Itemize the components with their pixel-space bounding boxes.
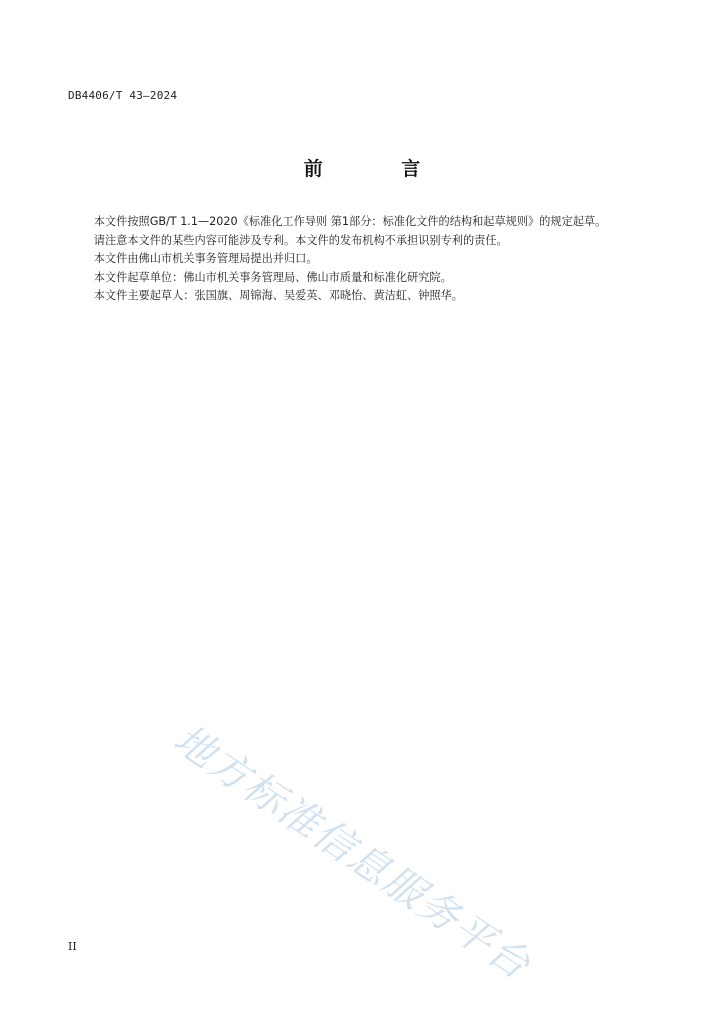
paragraph-drafters: 本文件主要起草人：张国旗、周锦海、吴爱英、邓晓怡、黄洁虹、钟照华。 (93, 289, 463, 303)
paragraph-patent-notice: 请注意本文件的某些内容可能涉及专利。本文件的发布机构不承担识别专利的责任。 (93, 233, 508, 247)
page-number: II (68, 940, 77, 953)
foreword-body (68, 213, 650, 306)
section-title: 前 言 (303, 158, 457, 180)
paragraph-drafting-rules: 本文件按照GB/T 1.1—2020《标准化工作导则 第1部分：标准化文件的结构和起草规则》的规定起草。 (93, 215, 607, 228)
paragraph-drafting-units: 本文件起草单位：佛山市机关事务管理局、佛山市质量和标准化研究院。 (93, 270, 452, 284)
watermark: 地方标准信息服务平台 (165, 716, 540, 990)
paragraph-proposer: 本文件由佛山市机关事务管理局提出并归口。 (93, 252, 318, 266)
document-code: DB4406/T 43—2024 (68, 89, 178, 102)
